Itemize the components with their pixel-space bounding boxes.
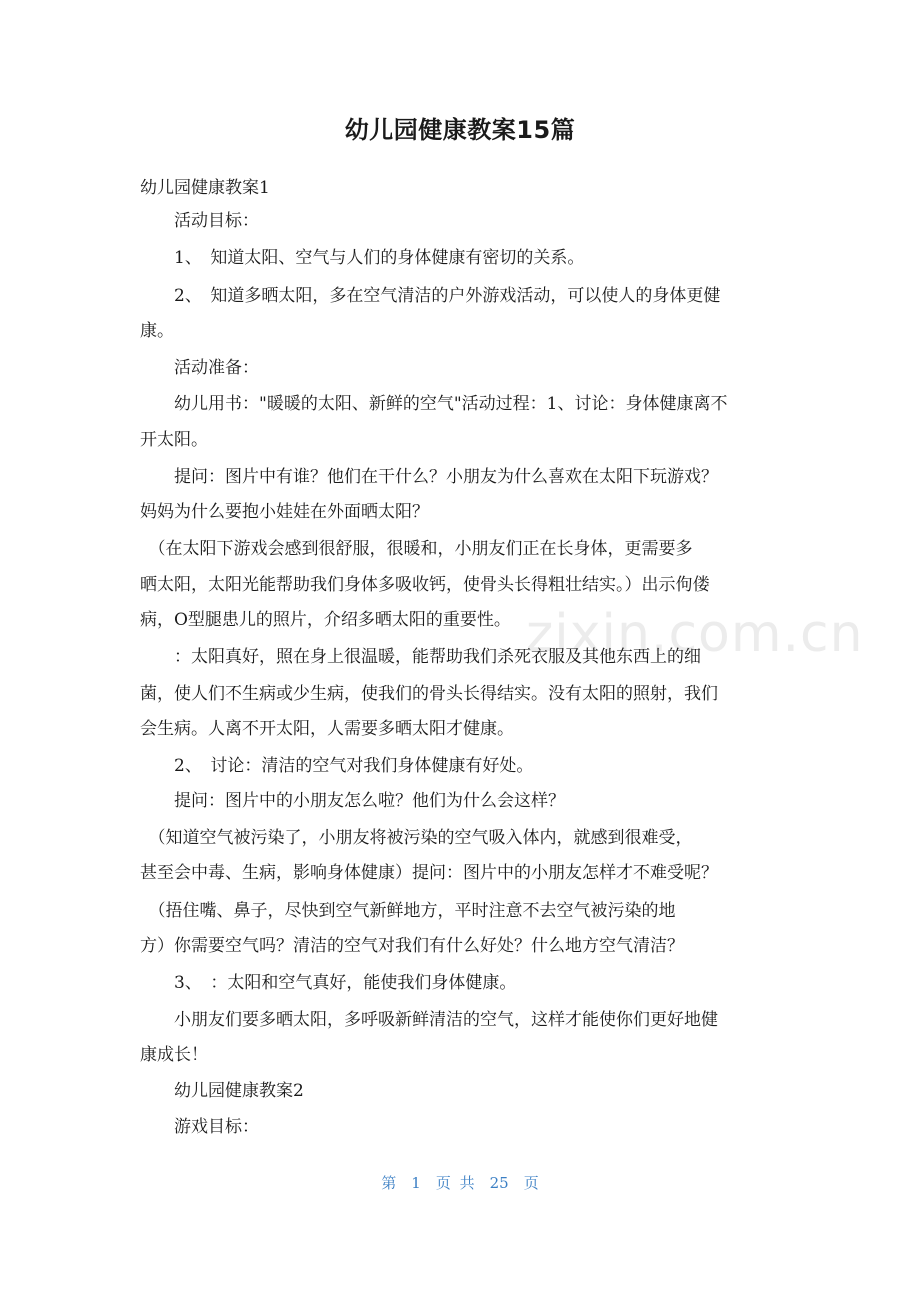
text-line: ：太阳真好，照在身上很温暖，能帮助我们杀死衣服及其他东西上的细 — [140, 647, 701, 667]
text-line: 晒太阳，太阳光能帮助我们身体多吸收钙，使骨头长得粗壮结实。）出示佝偻 — [140, 575, 710, 595]
text-line: 小朋友们要多晒太阳，多呼吸新鲜清洁的空气，这样才能使你们更好地健 — [140, 1010, 718, 1030]
text-line: 3、 ：太阳和空气真好，能使我们身体健康。 — [140, 973, 517, 993]
text-line: （知道空气被污染了，小朋友将被污染的空气吸入体内，就感到很难受， — [140, 828, 693, 848]
text-line: 1、 知道太阳、空气与人们的身体健康有密切的关系。 — [140, 248, 585, 268]
text-line: 提问：图片中的小朋友怎么啦？他们为什么会这样？ — [140, 791, 565, 811]
text-line: 方）你需要空气吗？清洁的空气对我们有什么好处？什么地方空气清洁？ — [140, 936, 684, 956]
text-line: （捂住嘴、鼻子，尽快到空气新鲜地方，平时注意不去空气被污染的地 — [140, 901, 676, 921]
text-line: 康。 — [140, 321, 174, 341]
text-line: 游戏目标： — [140, 1117, 259, 1137]
text-line: 活动目标： — [140, 211, 259, 231]
document-title: 幼儿园健康教案15篇 — [344, 116, 576, 144]
text-line: 开太阳。 — [140, 430, 208, 450]
text-line: 幼儿园健康教案1 — [140, 178, 270, 198]
text-line: 妈妈为什么要抱小娃娃在外面晒太阳？ — [140, 502, 429, 522]
text-line: 提问：图片中有谁？他们在干什么？小朋友为什么喜欢在太阳下玩游戏？ — [140, 467, 718, 487]
text-line: 会生病。人离不开太阳，人需要多晒太阳才健康。 — [140, 719, 514, 739]
text-line: 2、 讨论：清洁的空气对我们身体健康有好处。 — [140, 756, 534, 776]
text-line: （在太阳下游戏会感到很舒服，很暖和，小朋友们正在长身体，更需要多 — [140, 539, 693, 559]
text-line: 甚至会中毒、生病，影响身体健康）提问：图片中的小朋友怎样才不难受呢？ — [140, 863, 718, 883]
watermark: zixin.com.cn — [526, 604, 864, 664]
page-number-footer: 第 1 页 共 25 页 — [381, 1174, 539, 1192]
text-line: 康成长！ — [140, 1045, 208, 1065]
text-line: 活动准备： — [140, 358, 259, 378]
text-line: 幼儿用书："暖暖的太阳、新鲜的空气"活动过程：1、讨论：身体健康离不 — [140, 394, 728, 414]
text-line: 幼儿园健康教案2 — [140, 1081, 304, 1101]
text-line: 2、 知道多晒太阳，多在空气清洁的户外游戏活动，可以使人的身体更健 — [140, 286, 721, 306]
text-line: 病，O型腿患儿的照片，介绍多晒太阳的重要性。 — [140, 610, 511, 630]
text-line: 菌，使人们不生病或少生病，使我们的骨头长得结实。没有太阳的照射，我们 — [140, 684, 718, 704]
